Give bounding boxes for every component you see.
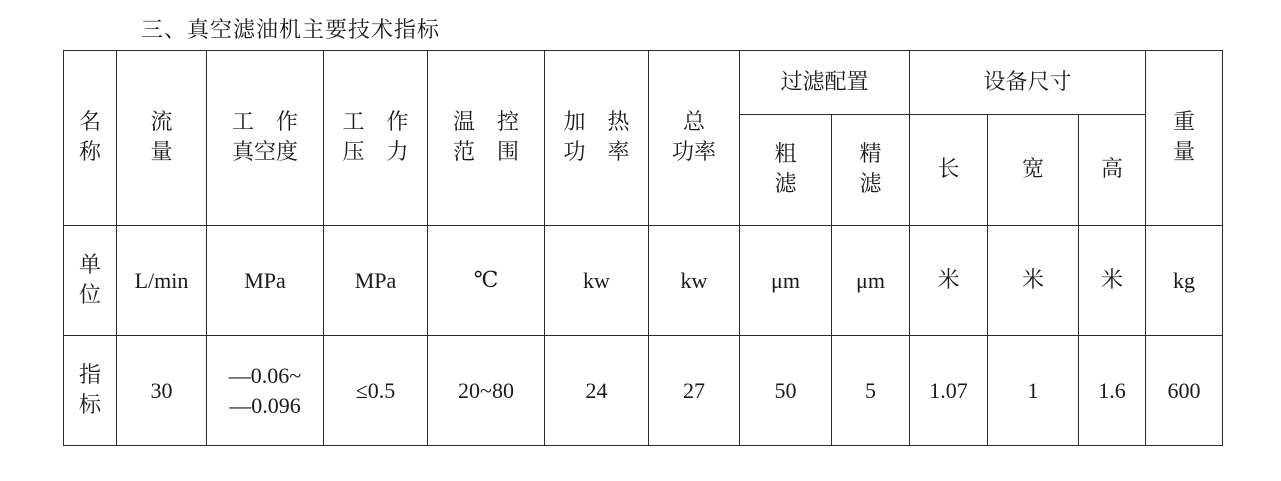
value-total: 27 bbox=[649, 336, 740, 446]
row-header-spec: 指 标 bbox=[64, 336, 117, 446]
value-size-height: 1.6 bbox=[1079, 336, 1146, 446]
unit-temp: ℃ bbox=[428, 226, 545, 336]
spec-table bbox=[63, 50, 1223, 446]
value-temp: 20~80 bbox=[428, 336, 545, 446]
col-header-weight: 重 量 bbox=[1146, 51, 1223, 226]
unit-weight: kg bbox=[1146, 226, 1223, 336]
unit-pressure: MPa bbox=[324, 226, 428, 336]
value-size-length: 1.07 bbox=[910, 336, 988, 446]
col-header-temp: 温 控 范 围 bbox=[428, 51, 545, 226]
unit-filter-fine: μm bbox=[832, 226, 910, 336]
col-header-filter-fine: 精 滤 bbox=[832, 115, 910, 226]
row-header-unit: 单 位 bbox=[64, 226, 117, 336]
value-size-width: 1 bbox=[988, 336, 1079, 446]
col-header-flow: 流 量 bbox=[117, 51, 207, 226]
unit-size-length: 米 bbox=[910, 226, 988, 336]
unit-vacuum: MPa bbox=[207, 226, 324, 336]
unit-row bbox=[64, 226, 1223, 336]
section-heading: 三、真空滤油机主要技术指标 bbox=[141, 18, 441, 43]
col-header-heat: 加 热 功 率 bbox=[545, 51, 649, 226]
value-pressure: ≤0.5 bbox=[324, 336, 428, 446]
unit-flow: L/min bbox=[117, 226, 207, 336]
unit-size-height: 米 bbox=[1079, 226, 1146, 336]
unit-total: kw bbox=[649, 226, 740, 336]
unit-filter-coarse: μm bbox=[740, 226, 832, 336]
col-header-total: 总 功率 bbox=[649, 51, 740, 226]
value-filter-fine: 5 bbox=[832, 336, 910, 446]
col-header-size-height: 高 bbox=[1079, 115, 1146, 226]
col-header-vacuum: 工 作 真空度 bbox=[207, 51, 324, 226]
col-header-size-group: 设备尺寸 bbox=[910, 51, 1146, 115]
col-header-filter-group: 过滤配置 bbox=[740, 51, 910, 115]
value-weight: 600 bbox=[1146, 336, 1223, 446]
col-header-size-width: 宽 bbox=[988, 115, 1079, 226]
value-flow: 30 bbox=[117, 336, 207, 446]
value-row bbox=[64, 336, 1223, 446]
value-heat: 24 bbox=[545, 336, 649, 446]
unit-size-width: 米 bbox=[988, 226, 1079, 336]
col-header-pressure: 工 作 压 力 bbox=[324, 51, 428, 226]
header-row-1 bbox=[64, 51, 1223, 115]
value-filter-coarse: 50 bbox=[740, 336, 832, 446]
col-header-size-length: 长 bbox=[910, 115, 988, 226]
unit-heat: kw bbox=[545, 226, 649, 336]
row-header-name: 名 称 bbox=[64, 51, 117, 226]
col-header-filter-coarse: 粗 滤 bbox=[740, 115, 832, 226]
value-vacuum: —0.06~ —0.096 bbox=[207, 336, 324, 446]
